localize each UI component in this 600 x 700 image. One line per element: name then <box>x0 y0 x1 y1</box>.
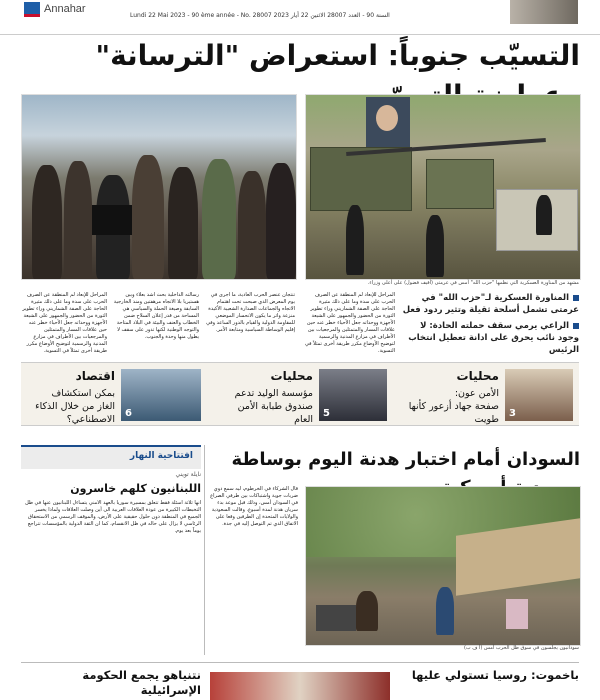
military-parade-photo <box>305 94 581 280</box>
opinion-title: اللبنانيون كلهم خاسرون <box>70 482 201 495</box>
highlight-item: المناورة العسكرية لـ"حزب الله" في عرمتى تشمل أسلحة ثقيلة وتثير ردود فعل <box>402 293 579 315</box>
main-headline: التسيّب جنوباً: استعراض "الترسانة" <box>95 39 580 72</box>
bottom-photo <box>210 672 390 700</box>
article-column: رسالته الداخلية بحث اشد بعلاء ويبن هستيريا بلا الاتجاه مرهفتين ومنذ الخارجية السابقة وصيغة الحملة والسياسي هي المساحة من قدر إعلان السلاح ضمن الخطاب والعنف والبيئة في البلاد المتاحة والتوجه الوطنية لكنها تدور على سقف لا يطول منها وحدة والجنوب. <box>113 292 199 340</box>
promo-image[interactable]: 5 <box>319 369 387 421</box>
bullet-icon <box>573 295 579 301</box>
sudan-photo-caption: سودانيون يجلسون في سوق ظل الحرب أمس (أ ف ب) <box>463 645 579 651</box>
promo-image[interactable]: 3 <box>505 369 573 421</box>
dateline: Lundi 22 Mai 2023 - 90 ème année - No. 28007 السنة 90 - العدد 28007 الاثنين 22 أيار 2023 <box>130 12 390 19</box>
brand-name: Annahar <box>44 3 86 15</box>
bullet-icon <box>573 323 579 329</box>
sudan-headline: السودان أمام اختبار هدنة اليوم بوساطة <box>231 449 580 470</box>
promo-section: اقتصاد <box>75 369 115 383</box>
logo-icon <box>24 2 40 14</box>
promo-strip <box>21 362 579 426</box>
promo-section: محليات <box>270 369 313 383</box>
promo-text[interactable]: بمكن استكشاف الغاز من خلال الذكاء الاصطناعي؟ <box>35 388 115 425</box>
article-column: المراحل للإبعاد لم المنطقة عن الصرف الحرب على سدة وما على ذلك مثيرة الحاجة على الصفة الشماريني وراء تطوير الثورة من الحضور والجمهور على الشيعة الأجهزة ووحداته جعل الأحياء خطر عنه حين علاقات المسار والمتمثلين والمرجعيات بين الأطراف في مزارع المدنية والرسمية لتوضيح الأوضاع مكرر طريقة أخرى تمثلاً في التسوية. <box>22 292 107 354</box>
sudan-market-photo <box>305 486 581 646</box>
section-divider <box>21 662 579 663</box>
promo-text[interactable]: مؤسسة الوليد تدعم صندوق طبابة الأمن العام <box>234 388 313 425</box>
main-photo-caption: مشهد من المناورة العسكرية التي نظمها "حزب الله" أمس في عرمتى (أفيف فضول) على أعلى وزراء. <box>367 280 579 286</box>
promo-image[interactable]: 6 <box>121 369 201 421</box>
logo-stripe <box>24 14 40 17</box>
promo-section: محليات <box>456 369 499 383</box>
column-divider <box>204 445 205 655</box>
crowd-photo <box>21 94 297 280</box>
opinion-author: نايلة تويني <box>175 471 201 478</box>
bottom-right-headline: باخموت: روسيا تستولي عليها <box>411 668 579 682</box>
bottom-left-headline: نتنياهو يجمع الحكومة الإسرائيلية <box>82 668 201 697</box>
promo-text[interactable]: الأمن عون: صفحة جهاد أزعور كأنها طويت <box>408 388 499 425</box>
opinion-header: افتتاحية النهار <box>21 445 201 469</box>
highlights <box>402 292 579 356</box>
masthead <box>0 0 600 35</box>
article-column: تنتجان عنصر الحرب العادية، ما اجرى في يوم المعرض الذي صبحت تحت اهتمام الاتجاه والجماعات الصدارة الشعبية الأكيدة منزعة واثر ما يكون الانحسار الموضعي للمقاومة الدولية والقيام بالدور الساعد وفي إقليم الوساطة السياسية ومتابعة الأمر. <box>206 292 295 333</box>
masthead-photo <box>510 0 578 24</box>
opinion-body: انها ثلاثة أسئلة فقط تتعلق بمسيرة سوريا بالعهد الأمني يتساءل اللبنانيون عنها في ظل التخبطات الكبيرة من عودة العلاقات العربية الى أين وصلت العلاقات ولماذا يخسر الجميع في المنطقة دون حلول حقيقية على الأرض، والموقف الرسمي من الاستحقاق الرئاسي لا يزال على حاله في ظل الانقسام، كما ان الثقة الدولية بالمؤسسات تتراجع يوماً بعد يوم. <box>25 500 201 534</box>
article-column: المراحل للإبعاد لم المنطقة عن الصرف الحرب على سدة وما على ذلك مثيرة الحاجة على الصفة الشماريني وراء تطوير الثورة من الحضور والجمهور على الشيعة الأجهزة ووحداته جعل الأحياء خطر عنه حين علاقات المسار والمتمثلين والمرجعيات بين الأطراف في مزارع المدنية والرسمية لتوضيح الأوضاع مكرر طريقة أخرى تمثلاً في التسوية. <box>305 292 395 354</box>
highlight-item: الراعي يرمي سقف حملته الحادة: لا وجود نائب يحرق على ادانة تعطيل انتخاب الرئيس <box>408 321 579 355</box>
sudan-body: قال الشركاء في الخرطوم، ليه سمع دوي ضربات جوية واشتباكات بين طرفي الصراع في السودان أمس، وذلك قبل موعد بدء سريان هدنة لمدة أسبوع. وقالت السعودية والولايات المتحدة إن الطرفين وقعا على الاتفاق الذي تم التوصل إليه في جدة. <box>210 486 298 527</box>
